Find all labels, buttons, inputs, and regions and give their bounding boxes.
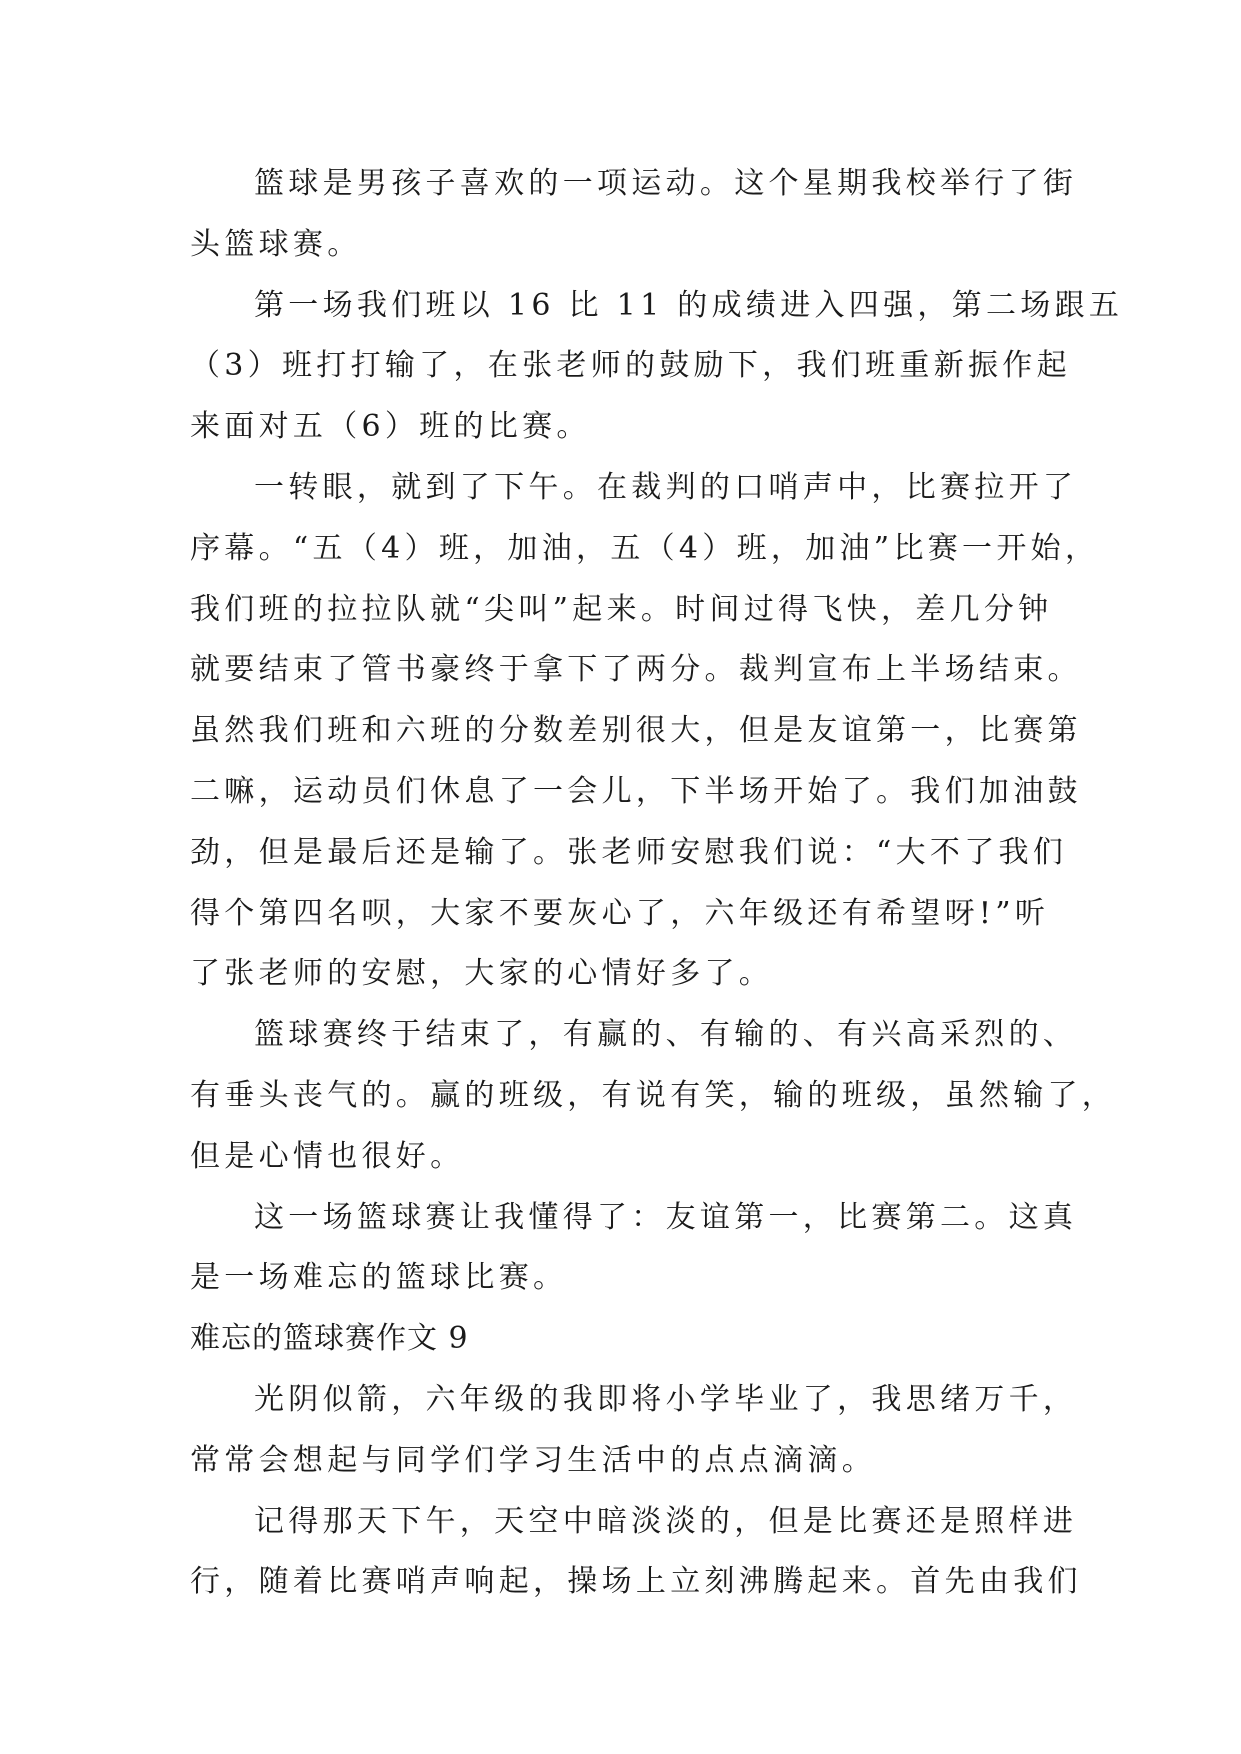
- text-line: 一转眼，就到了下午。在裁判的口哨声中，比赛拉开了: [254, 469, 1078, 505]
- text-line: 篮球是男孩子喜欢的一项运动。这个星期我校举行了街: [254, 166, 1078, 201]
- text-line: 篮球赛终于结束了，有赢的、有输的、有兴高采烈的、: [254, 1017, 1078, 1053]
- text-line: 虽然我们班和六班的分数差别很大，但是友谊第一，比赛第: [190, 713, 1082, 749]
- text-line: 就要结束了管书豪终于拿下了两分。裁判宣布上半场结束。: [190, 652, 1082, 688]
- text-line: 得个第四名呗，大家不要灰心了，六年级还有希望呀!”听: [190, 895, 1050, 931]
- text-line: 头篮球赛。: [190, 226, 362, 262]
- text-line: 劲，但是最后还是输了。张老师安慰我们说：“大不了我们: [190, 834, 1068, 870]
- text-line: 记得那天下午，天空中暗淡淡的，但是比赛还是照样进: [254, 1503, 1078, 1539]
- text-line: 二嘛，运动员们休息了一会儿，下半场开始了。我们加油鼓: [190, 773, 1082, 809]
- document-body: [190, 154, 1124, 1613]
- essay-title: 难忘的篮球赛作文 9: [190, 1321, 469, 1357]
- text-line: 有垂头丧气的。赢的班级，有说有笑，输的班级，虽然输了，: [190, 1077, 1117, 1113]
- text-line: 行，随着比赛哨声响起，操场上立刻沸腾起来。首先由我们: [190, 1564, 1082, 1600]
- text-line: 常常会想起与同学们学习生活中的点点滴滴。: [190, 1442, 876, 1478]
- text-line: 这一场篮球赛让我懂得了：友谊第一，比赛第二。这真: [254, 1199, 1078, 1235]
- text-line: 但是心情也很好。: [190, 1138, 465, 1174]
- text-line: 了张老师的安慰，大家的心情好多了。: [190, 956, 774, 992]
- text-line: 第一场我们班以 16 比 11 的成绩进入四强，第二场跟五: [254, 287, 1124, 323]
- text-line: 是一场难忘的篮球比赛。: [190, 1260, 568, 1296]
- text-line: 来面对五（6）班的比赛。: [190, 409, 591, 445]
- text-line: （3）班打打输了，在张老师的鼓励下，我们班重新振作起: [190, 348, 1071, 384]
- text-line: 我们班的拉拉队就“尖叫”起来。时间过得飞快，差几分钟: [190, 591, 1053, 627]
- text-line: 光阴似箭，六年级的我即将小学毕业了，我思绪万千，: [254, 1381, 1078, 1417]
- text-line: 序幕。“五（4）班，加油，五（4）班，加油”比赛一开始，: [190, 530, 1100, 566]
